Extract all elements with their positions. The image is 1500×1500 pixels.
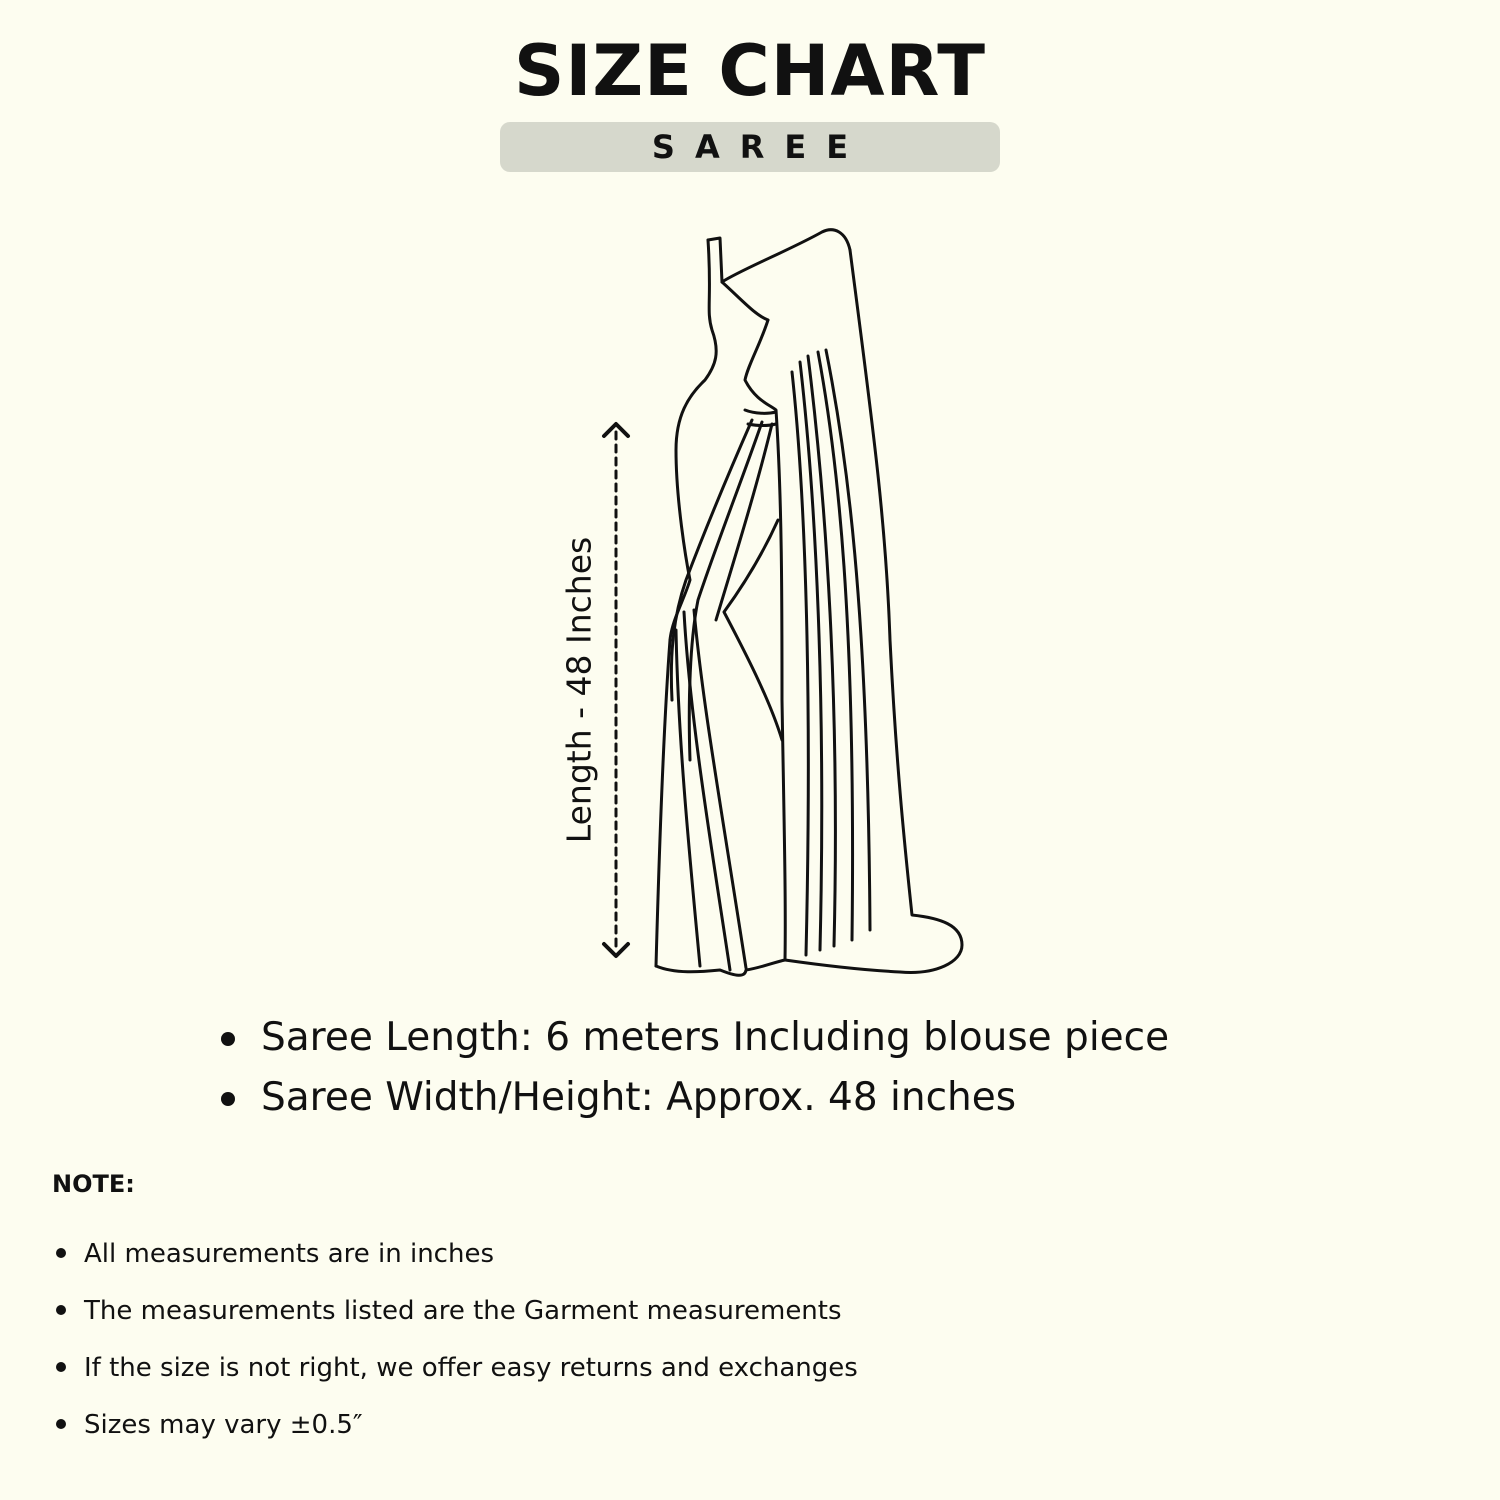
spec-saree-length: Saree Length: 6 meters Including blouse piece <box>215 1010 1169 1070</box>
note-list <box>52 1232 858 1460</box>
page-title: SIZE CHART <box>513 30 987 112</box>
note-item: The measurements listed are the Garment measurements <box>52 1289 858 1346</box>
note-heading: NOTE: <box>52 1170 135 1198</box>
spec-list <box>215 1010 1169 1130</box>
saree-illustration <box>540 215 980 995</box>
length-arrow-icon <box>604 424 628 956</box>
length-measurement-label: Length - 48 Inches <box>559 536 599 844</box>
category-label: SAREE <box>651 128 869 166</box>
note-item: All measurements are in inches <box>52 1232 858 1289</box>
spec-saree-width: Saree Width/Height: Approx. 48 inches <box>215 1070 1169 1130</box>
note-item: If the size is not right, we offer easy returns and exchanges <box>52 1346 858 1403</box>
category-badge <box>500 122 1000 172</box>
note-item: Sizes may vary ±0.5″ <box>52 1403 858 1460</box>
